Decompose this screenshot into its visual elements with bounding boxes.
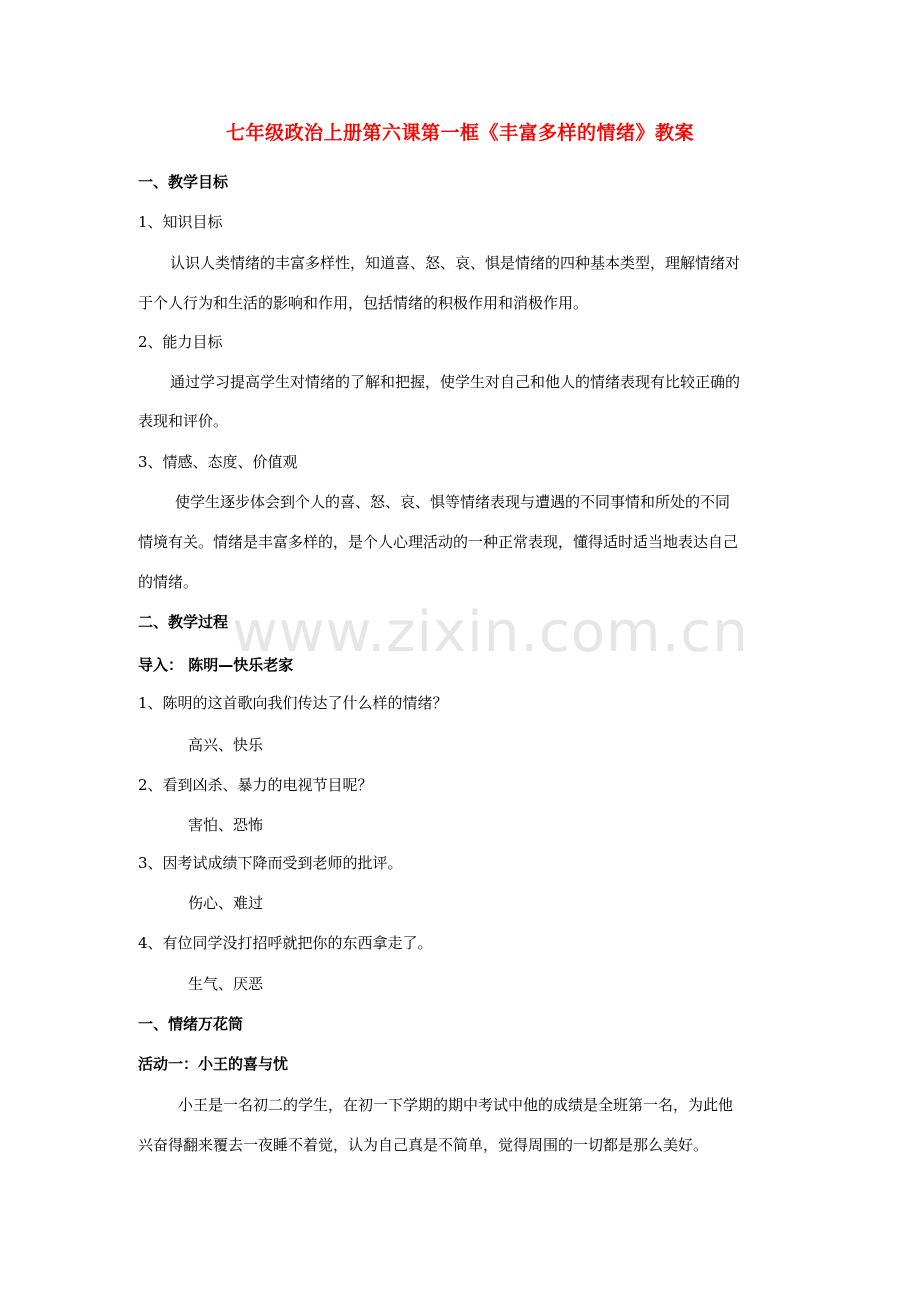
question-2: 2、看到凶杀、暴力的电视节目呢？ xyxy=(138,776,373,794)
question-4: 4、有位同学没打招呼就把你的东西拿走了。 xyxy=(138,934,433,952)
paragraph-line: 的情绪。 xyxy=(138,573,199,591)
subheading-knowledge-objective: 1、知识目标 xyxy=(138,213,223,231)
answer-2: 害怕、恐怖 xyxy=(188,816,264,834)
question-3: 3、因考试成绩下降而受到老师的批评。 xyxy=(138,854,403,872)
subheading-emotion-attitude-values: 3、情感、态度、价值观 xyxy=(138,453,298,471)
question-1: 1、陈明的这首歌向我们传达了什么样的情绪？ xyxy=(138,694,448,712)
section-heading-process: 二、教学过程 xyxy=(138,613,229,631)
activity-heading: 活动一：小王的喜与忧 xyxy=(138,1055,289,1073)
paragraph-line: 小王是一名初二的学生，在初一下学期的期中考试中他的成绩是全班第一名，为此他 xyxy=(178,1096,734,1114)
section-heading-kaleidoscope: 一、情绪万花筒 xyxy=(138,1015,244,1033)
subheading-ability-objective: 2、能力目标 xyxy=(138,333,223,351)
document-title: 七年级政治上册第六课第一框《丰富多样的情绪》教案 xyxy=(225,122,694,144)
paragraph-line: 使学生逐步体会到个人的喜、怒、哀、惧等情绪表现与遭遇的不同事情和所处的不同 xyxy=(175,493,731,511)
answer-1: 高兴、快乐 xyxy=(188,736,264,754)
paragraph-line: 情境有关。情绪是丰富多样的，是个人心理活动的一种正常表现，懂得适时适当地表达自己 xyxy=(138,533,739,551)
paragraph-line: 通过学习提高学生对情绪的了解和把握，使学生对自己和他人的情绪表现有比较正确的 xyxy=(170,373,741,391)
paragraph-line: 于个人行为和生活的影响和作用，包括情绪的积极作用和消极作用。 xyxy=(138,294,589,312)
watermark: www.zixin.com.cn xyxy=(232,600,749,665)
paragraph-line: 兴奋得翻来覆去一夜睡不着觉，认为自己真是不简单，觉得周围的一切都是那么美好。 xyxy=(138,1136,709,1154)
intro-heading: 导入： 陈明—快乐老家 xyxy=(138,656,294,674)
paragraph-line: 认识人类情绪的丰富多样性，知道喜、怒、哀、惧是情绪的四种基本类型，理解情绪对 xyxy=(170,254,741,272)
answer-4: 生气、厌恶 xyxy=(188,975,264,993)
section-heading-objectives: 一、教学目标 xyxy=(138,173,229,191)
paragraph-line: 表现和评价。 xyxy=(138,412,229,430)
answer-3: 伤心、难过 xyxy=(188,894,264,912)
